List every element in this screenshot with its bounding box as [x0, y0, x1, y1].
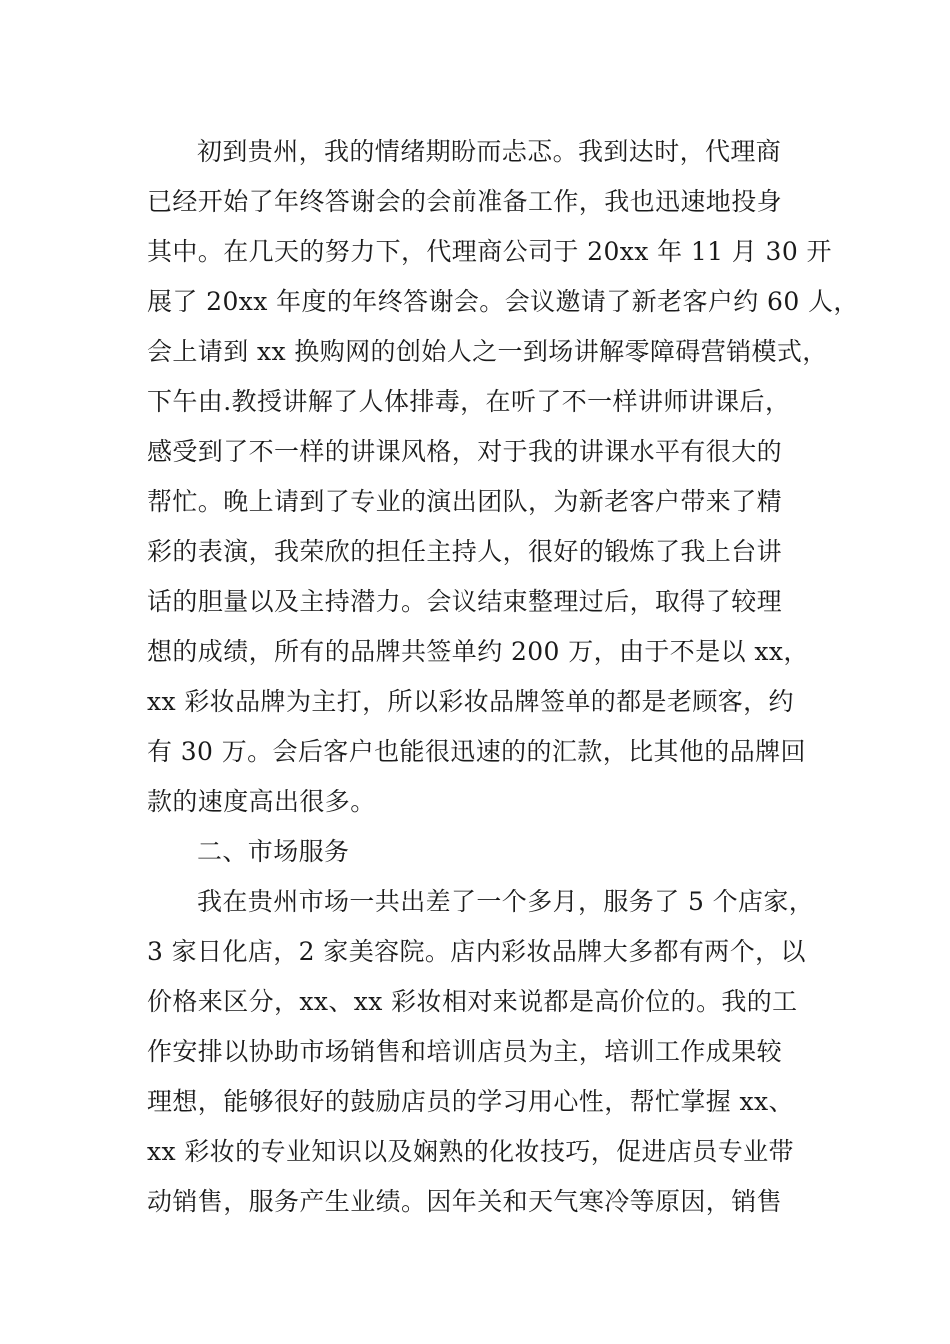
text-line: 动销售，服务产生业绩。因年关和天气寒冷等原因，销售 — [147, 1187, 783, 1216]
text-line: 帮忙。晚上请到了专业的演出团队，为新老客户带来了精 — [147, 487, 783, 516]
text-line: 作安排以协助市场销售和培训店员为主，培训工作成果较 — [147, 1037, 783, 1066]
text-line: 3 家日化店，2 家美容院。店内彩妆品牌大多都有两个，以 — [147, 937, 806, 966]
text-line: 款的速度高出很多。 — [147, 787, 376, 816]
text-line: 已经开始了年终答谢会的会前准备工作，我也迅速地投身 — [147, 187, 783, 216]
section-heading: 二、市场服务 — [197, 837, 350, 866]
text-line: xx 彩妆品牌为主打，所以彩妆品牌签单的都是老顾客，约 — [147, 687, 794, 716]
text-line: 会上请到 xx 换购网的创始人之一到场讲解零障碍营销模式， — [147, 337, 828, 366]
text-line: 理想，能够很好的鼓励店员的学习用心性，帮忙掌握 xx、 — [147, 1087, 794, 1116]
text-line: 有 30 万。会后客户也能很迅速的的汇款，比其他的品牌回 — [147, 737, 806, 766]
text-line: 我在贵州市场一共出差了一个多月，服务了 5 个店家， — [197, 887, 815, 916]
text-line: 话的胆量以及主持潜力。会议结束整理过后，取得了较理 — [147, 587, 783, 616]
text-line: 初到贵州，我的情绪期盼而忐忑。我到达时，代理商 — [197, 137, 782, 166]
text-line: 想的成绩，所有的品牌共签单约 200 万，由于不是以 xx， — [147, 637, 809, 666]
text-line: 价格来区分，xx、xx 彩妆相对来说都是高价位的。我的工 — [147, 987, 798, 1016]
text-line: 其中。在几天的努力下，代理商公司于 20xx 年 11 月 30 开 — [147, 237, 832, 266]
text-line: 下午由.教授讲解了人体排毒，在听了不一样讲师讲课后， — [147, 387, 791, 416]
text-line: 感受到了不一样的讲课风格，对于我的讲课水平有很大的 — [147, 437, 783, 466]
text-line: 展了 20xx 年度的年终答谢会。会议邀请了新老客户约 60 人， — [147, 287, 859, 316]
text-line: xx 彩妆的专业知识以及娴熟的化妆技巧，促进店员专业带 — [147, 1137, 794, 1166]
text-line: 彩的表演，我荣欣的担任主持人，很好的锻炼了我上台讲 — [147, 537, 783, 566]
